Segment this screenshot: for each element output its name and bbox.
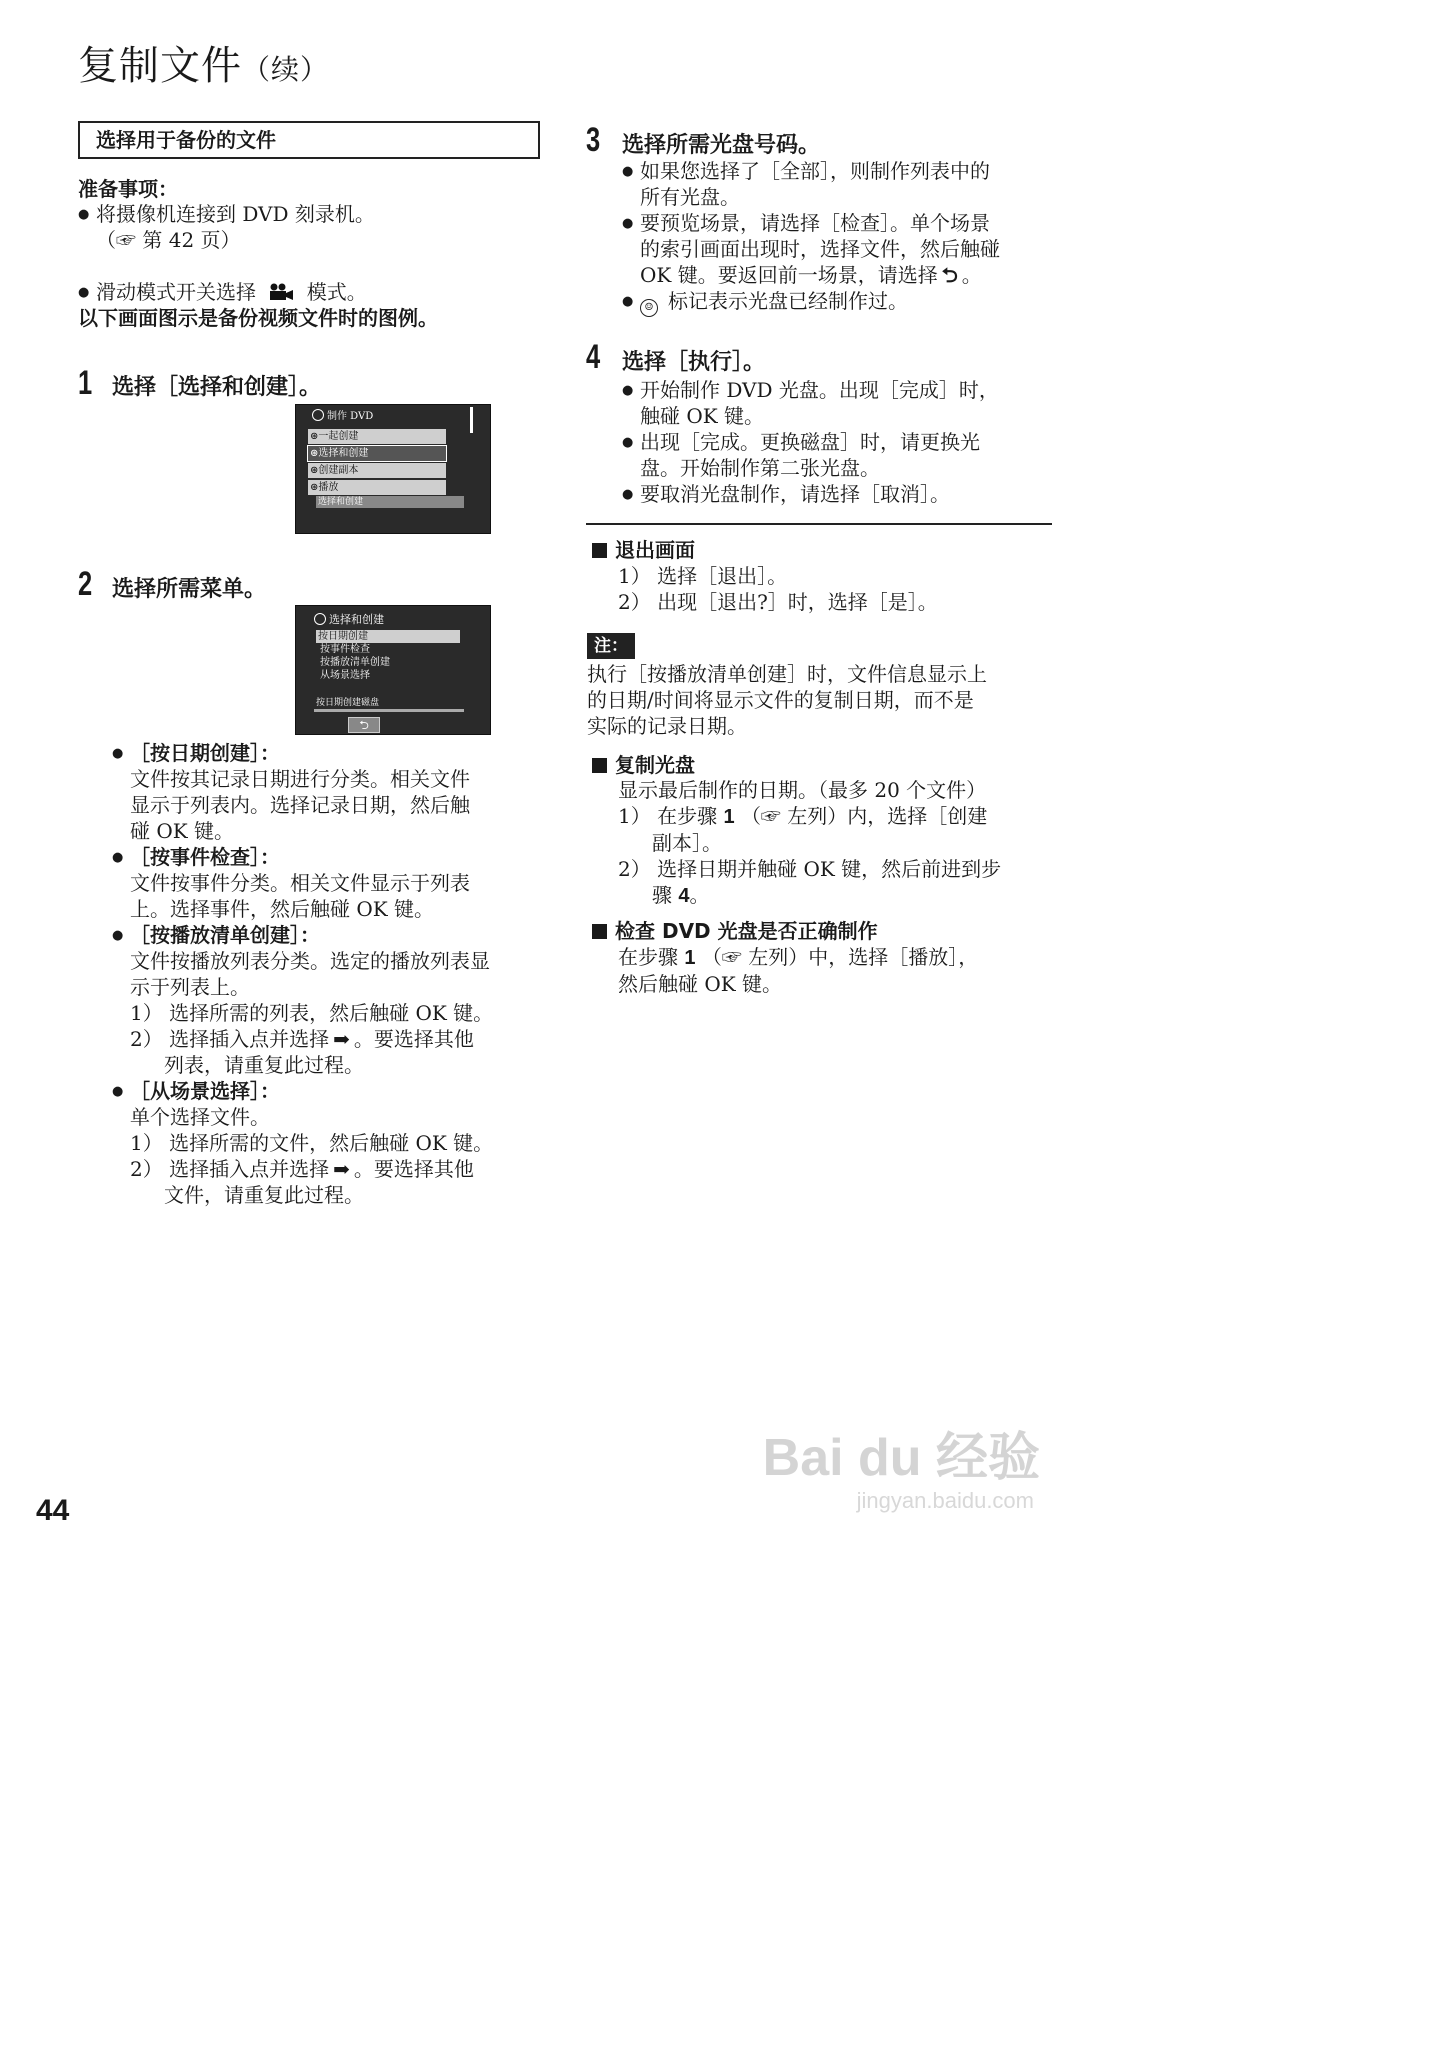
step-3-bullet: ● 要预览场景，请选择［检查］。单个场景 [640,210,1000,236]
menu-item-create-copy[interactable] [308,463,446,478]
exit-step: 2） 出现［退出?］时，选择［是］。 [618,590,938,614]
step-2-number: 2 [78,565,93,603]
return-icon: ⮌ [941,263,958,287]
check-line [618,944,978,971]
menu-item-label: 创建副本 [318,465,359,476]
exit-heading [592,537,695,563]
copy-disc-text: 。 [689,883,710,907]
option-line: 文件按播放列表分类。选定的播放列表显 [130,949,490,973]
substep-text: 2） 选择插入点并选择 [130,1027,330,1051]
step-ref: 4 [678,885,690,907]
video-mode-icon [268,283,294,301]
step-4-line: 盘。开始制作第二张光盘。 [640,456,880,480]
step-4-bullet: ● 要取消光盘制作，请选择［取消］。 [640,481,999,507]
option-by-event-label: ● ［按事件检查］： [130,844,493,870]
menu-item-label: 一起创建 [318,431,359,442]
option-by-date-label: ● ［按日期创建］： [130,740,493,766]
copy-disc-text: 骤 [652,883,672,907]
arrow-right-icon: ➡ [333,1027,350,1051]
menu-item-by-playlist[interactable]: 按播放清单创建 [320,657,390,668]
lcd-screen-select-create [295,605,491,735]
prep-item-2-text-b: 模式。 [306,280,367,304]
copy-disc-line: 2） 选择日期并触碰 OK 键，然后前进到步 [618,857,1002,881]
step-2-title: 选择所需菜单。 [112,577,267,602]
step-3-bullet: ● 如果您选择了［全部］，则制作列表中的 [640,158,1000,184]
page-number: 44 [36,1494,70,1527]
title-suffix: （续） [242,53,330,86]
copy-disc-line [618,803,1001,830]
prep-item-1: ● 将摄像机连接到 DVD 刻录机。 [96,201,1196,227]
step-3-text: OK 键。要返回前一场景，请选择 [640,263,938,287]
check-body [618,944,978,997]
copy-disc-body [618,777,1001,909]
step-3-text: 标记表示光盘已经制作过。 [668,289,908,313]
option-line: 显示于列表内。选择记录日期，然后触 [130,793,470,817]
note-line: 执行［按播放清单创建］时，文件信息显示上 [587,662,987,686]
intro-text: 以下画面图示是备份视频文件时的图例。 [78,306,438,330]
exit-step: 1） 选择［退出］。 [618,564,788,588]
menu-item-label: 选择和创建 [318,448,369,459]
page-title [78,34,329,91]
screen-footer: 按日期创建磁盘 [314,698,464,712]
screen-header [312,612,384,627]
check-heading-text: 检查 DVD 光盘是否正确制作 [615,919,878,943]
note-line: 的日期/时间将显示文件的复制日期，而不是 [587,688,974,712]
step-4-bullet: ● 开始制作 DVD 光盘。出现［完成］时， [640,377,999,403]
step-4-bullets [640,377,999,507]
watermark-url: jingyan.baidu.com [856,1488,1034,1513]
return-icon: ⮌ [359,718,369,732]
copy-disc-line: 副本］。 [652,831,722,855]
step-3-line [640,262,1000,288]
menu-icon: ⊛ [310,431,319,442]
screen-footer: 选择和创建 [316,496,464,508]
step-3-bullet [640,288,1000,317]
watermark-logo: Bai du 经验 [762,1429,1040,1487]
step-3-line: 的索引画面出现时，选择文件，然后触碰 [640,237,1000,261]
step-3-bullets [640,158,1000,317]
check-text: （☞ 左列）中，选择［播放］， [701,945,979,969]
step-4-title: 选择［执行］。 [622,350,766,375]
menu-icon: ⊛ [310,482,319,493]
scrollbar[interactable] [470,407,473,433]
screen-header-text: 选择和创建 [329,613,384,626]
menu-item-select-create[interactable] [308,446,446,461]
copy-disc-line [618,882,1001,909]
option-by-scene-label: ● ［从场景选择］： [130,1078,493,1104]
step-3-line: 所有光盘。 [640,185,740,209]
option-substep: 列表，请重复此过程。 [164,1053,364,1077]
screen-header [310,409,373,424]
menu-item-all-create[interactable] [308,429,446,444]
step-4-line: 触碰 OK 键。 [640,404,765,428]
step-3-title: 选择所需光盘号码。 [622,133,821,158]
menu-icon: ⊛ [310,448,319,459]
option-line: 上。选择事件，然后触碰 OK 键。 [130,897,435,921]
option-line: 单个选择文件。 [130,1105,270,1129]
option-substep: 1） 选择所需的列表，然后触碰 OK 键。 [130,1001,494,1025]
substep-text: 2） 选择插入点并选择 [130,1157,330,1181]
step-4-bullet: ● 出现［完成。更换磁盘］时，请更换光 [640,429,999,455]
menu-item-label: 播放 [318,482,339,493]
section-heading-box: 选择用于备份的文件 [78,121,540,159]
step-ref: 1 [723,806,735,828]
step-4-number: 4 [586,338,601,376]
disc-icon [314,613,326,625]
option-substep [130,1156,493,1182]
check-heading [592,918,878,944]
title-text: 复制文件 [78,43,242,89]
prep-heading: 准备事项： [78,177,178,201]
menu-item-by-event[interactable]: 按事件检查 [320,644,370,655]
step-ref: 1 [684,947,696,969]
substep-text: 。要选择其他 [353,1157,474,1181]
option-line: 碰 OK 键。 [130,819,235,843]
option-substep: 文件，请重复此过程。 [164,1183,364,1207]
option-line: 文件按事件分类。相关文件显示于列表 [130,871,470,895]
copy-disc-line: 显示最后制作的日期。（最多 20 个文件） [618,778,987,802]
menu-item-by-date[interactable]: 按日期创建 [316,630,460,643]
arrow-right-icon: ➡ [333,1157,350,1181]
substep-text: 。要选择其他 [353,1027,474,1051]
step-1-title: 选择［选择和创建］。 [112,375,322,400]
divider [586,523,1052,525]
square-bullet-icon [592,924,607,939]
square-bullet-icon [592,758,607,773]
return-button[interactable] [348,717,380,733]
prep-item-1-ref: （☞ 第 42 页） [96,228,241,252]
option-list [130,740,493,1208]
step-1-number: 1 [78,364,93,402]
copy-disc-text: （☞ 左列）内，选择［创建 [740,804,988,828]
check-line: 然后触碰 OK 键。 [618,972,783,996]
screen-header-text: 制作 DVD [327,411,374,422]
option-substep: 1） 选择所需的文件，然后触碰 OK 键。 [130,1131,494,1155]
option-line: 文件按其记录日期进行分类。相关文件 [130,767,470,791]
square-bullet-icon [592,543,607,558]
check-text: 在步骤 [618,945,678,969]
lcd-screen-make-dvd [295,404,491,534]
option-by-playlist-label: ● ［按播放清单创建］： [130,922,493,948]
exit-heading-text: 退出画面 [615,538,695,562]
disc-icon [312,409,324,421]
copy-disc-heading-text: 复制光盘 [615,753,695,777]
note-tag: 注： [587,633,635,659]
step-3-number: 3 [586,121,601,159]
menu-icon: ⊛ [310,465,319,476]
menu-item-playback[interactable] [308,480,446,495]
copy-disc-heading [592,752,695,778]
note-line: 实际的记录日期。 [587,714,747,738]
disc-done-icon: ☺ [640,299,658,317]
copy-disc-text: 1） 在步骤 [618,804,718,828]
step-3-text: 。 [961,263,982,287]
prep-item-2-text: 滑动模式开关选择 [96,280,256,304]
option-substep [130,1026,493,1052]
note-body [587,661,987,739]
menu-item-by-scene[interactable]: 从场景选择 [320,670,370,681]
option-line: 示于列表上。 [130,975,250,999]
